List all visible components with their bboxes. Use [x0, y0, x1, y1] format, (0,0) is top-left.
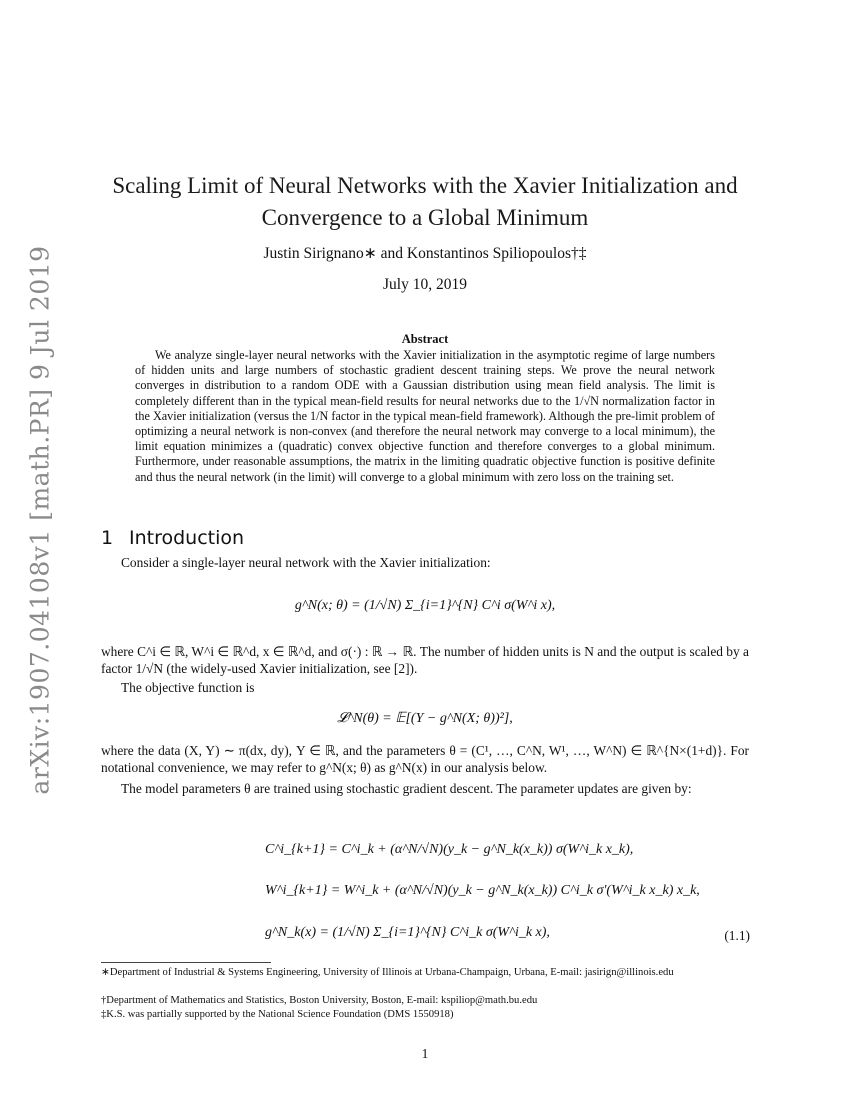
equation-C-update: C^i_{k+1} = C^i_k + (α^N/√N)(y_k − g^N_k(x_k)) σ(W^i_k x_k), — [265, 842, 634, 857]
page-number: 1 — [421, 1046, 429, 1061]
abstract-heading: Abstract — [401, 332, 449, 346]
intro-paragraph-5: The model parameters θ are trained using stochastic gradient descent. The parameter updates are given by: — [121, 781, 692, 796]
date: July 10, 2019 — [383, 276, 467, 293]
intro-paragraph-1: Consider a single-layer neural network with the Xavier initialization: — [121, 555, 491, 570]
intro-paragraph-2: where C^i ∈ ℝ, W^i ∈ ℝ^d, x ∈ ℝ^d, and σ(·) : ℝ → ℝ. The number of hidden units is N and the output is scaled by a factor 1/√N (the widely-used Xavier initialization, see [2]). — [101, 644, 749, 676]
footnote-3: ‡K.S. was partially supported by the National Science Foundation (DMS 1550918) — [101, 1009, 454, 1020]
abstract-text: We analyze single-layer neural networks with the Xavier initialization in the asymptotic regime of large numbers of hidden units and large numbers of stochastic gradient descent training steps. We prove the neural network converges in distribution to a random ODE with a Gaussian distribution using mean field analysis. The limit is completely different than in the typical mean-field results for neural networks due to the 1/√N normalization factor in the Xavier initialization (versus the 1/N factor in the typical mean-field framework). Although the pre-limit problem of optimizing a neural network is non-convex (and therefore the neural network may converge to a local minimum), the limit equation minimizes a (quadratic) convex objective function and therefore converges to a global minimum. Furthermore, under reasonable assumptions, the matrix in the limiting quadratic objective function is positive definite and thus the neural network (in the limit) will converge to a global minimum with zero loss on the training set. — [135, 348, 715, 484]
equation-W-update: W^i_{k+1} = W^i_k + (α^N/√N)(y_k − g^N_k(x_k)) C^i_k σ′(W^i_k x_k) x_k, — [265, 883, 700, 898]
paper-title — [100, 170, 750, 234]
footnote-2: †Department of Mathematics and Statistics, Boston University, Boston, E-mail: kspiliop@math.bu.edu — [101, 995, 538, 1006]
intro-paragraph-3: The objective function is — [121, 680, 255, 695]
section-number: 1 — [101, 527, 114, 549]
equation-L: 𝓛^N(θ) = 𝔼[(Y − g^N(X; θ))²], — [337, 711, 513, 726]
authors: Justin Sirignano∗ and Konstantinos Spiliopoulos†‡ — [263, 245, 587, 262]
footnote-1: ∗Department of Industrial & Systems Engineering, University of Illinois at Urbana-Champaign, Urbana, E-mail: jasirign@illinois.edu — [101, 967, 674, 978]
section-title: Introduction — [129, 527, 245, 549]
equation-g: g^N(x; θ) = (1/√N) Σ_{i=1}^{N} C^i σ(W^i x), — [294, 598, 556, 613]
equation-number: (1.1) — [724, 928, 750, 943]
equation-gk: g^N_k(x) = (1/√N) Σ_{i=1}^{N} C^i_k σ(W^i_k x), — [265, 925, 550, 940]
footnote-rule — [101, 962, 271, 963]
intro-paragraph-4: where the data (X, Y) ∼ π(dx, dy), Y ∈ ℝ, and the parameters θ = (C¹, …, C^N, W¹, …, W^N) ∈ ℝ^{N×(1+d)}. For notational convenience, we may refer to g^N(x; θ) as g^N(x) in our analysis below. — [101, 743, 749, 775]
title-line-1: Scaling Limit of Neural Networks with the Xavier Initialization and — [112, 173, 738, 198]
section-heading — [101, 527, 244, 549]
arxiv-side-label: arXiv:1907.04108v1 [math.PR] 9 Jul 2019 — [25, 245, 55, 795]
title-line-2: Convergence to a Global Minimum — [261, 205, 589, 230]
